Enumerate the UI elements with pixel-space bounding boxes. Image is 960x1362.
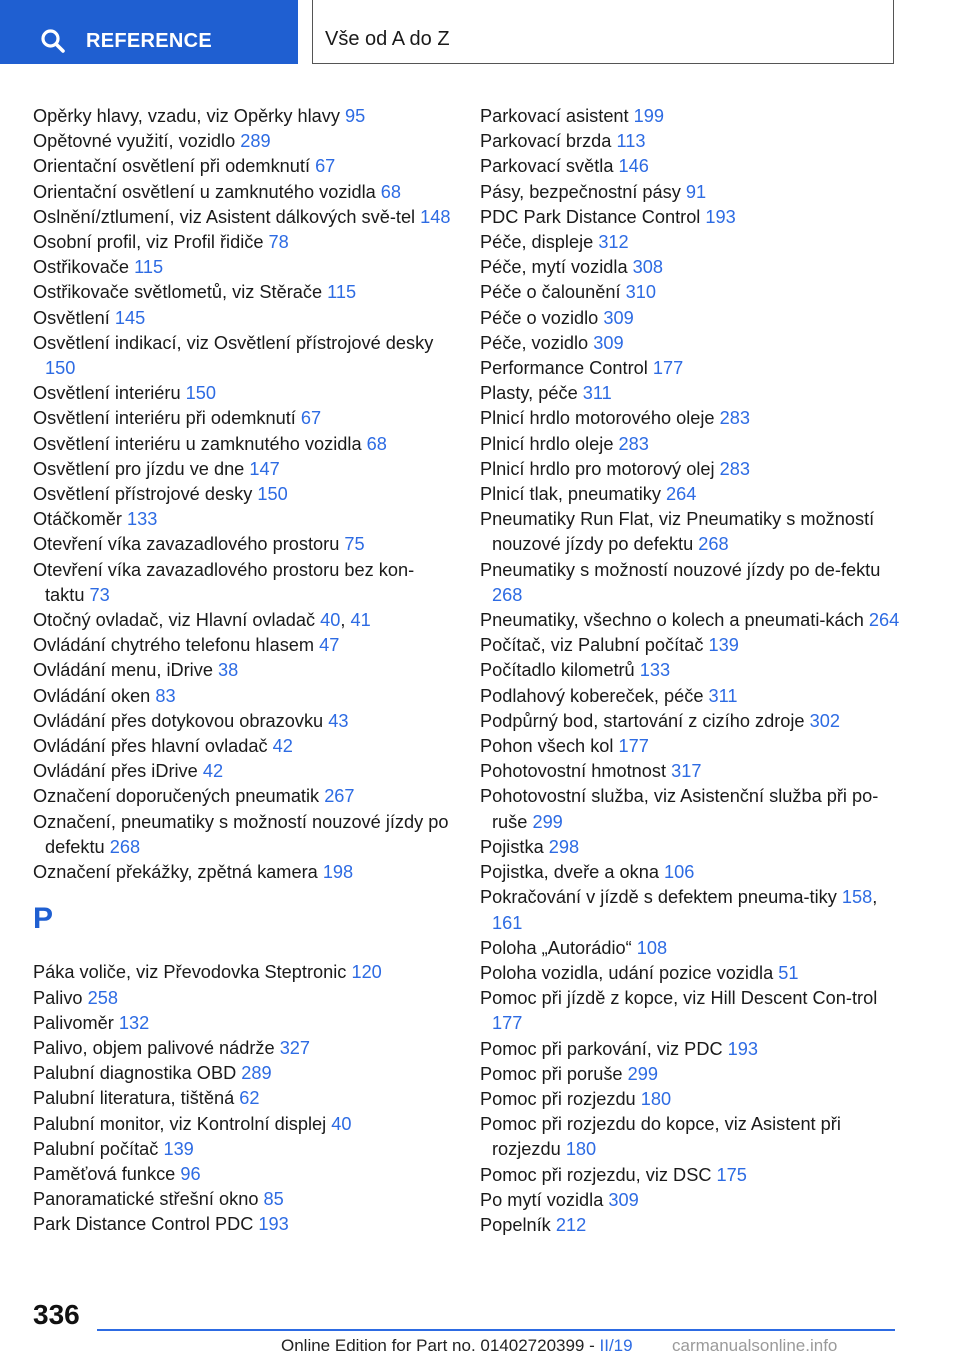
page-link[interactable]: 132 bbox=[118, 1012, 150, 1033]
page-link[interactable]: 302 bbox=[809, 710, 840, 731]
entry-term: Označení doporučených pneumatik bbox=[33, 786, 320, 807]
index-entry: Otočný ovladač, viz Hlavní ovladač 40, 41 bbox=[33, 610, 371, 631]
page-link[interactable]: 42 bbox=[202, 761, 224, 782]
page-link[interactable]: 268 bbox=[109, 836, 141, 857]
index-entry bbox=[480, 986, 910, 1036]
page-link[interactable]: 133 bbox=[127, 509, 158, 530]
index-entry bbox=[480, 1062, 910, 1087]
index-entry bbox=[33, 104, 453, 129]
section-title: Vše od A do Z bbox=[325, 28, 450, 50]
page-link[interactable]: 68 bbox=[366, 433, 387, 454]
index-entry bbox=[33, 507, 453, 532]
entry-term: Páka voliče, viz Převodovka Steptronic bbox=[33, 962, 347, 983]
index-entry bbox=[33, 1086, 453, 1111]
page-link[interactable]: 150 bbox=[45, 358, 76, 379]
page-link[interactable]: 308 bbox=[632, 257, 663, 278]
entry-term: Podlahový kobereček, péče bbox=[480, 685, 704, 706]
page-link[interactable]: 73 bbox=[89, 584, 110, 605]
page-link[interactable]: 147 bbox=[249, 458, 280, 479]
entry-term: Po mytí vozidla bbox=[480, 1189, 604, 1210]
page-link[interactable]: 264 bbox=[666, 484, 697, 505]
reference-label: REFERENCE bbox=[86, 30, 213, 52]
index-entry bbox=[480, 356, 910, 381]
index-entry bbox=[480, 129, 910, 154]
entry-term: Počítadlo kilometrů bbox=[480, 660, 635, 681]
index-entry bbox=[480, 558, 910, 608]
entry-term: Palivoměr bbox=[33, 1012, 114, 1033]
entry-term: Parkovací světla bbox=[480, 156, 614, 177]
page-link[interactable]: 139 bbox=[163, 1138, 194, 1159]
entry-term: Péče, vozidlo bbox=[480, 332, 589, 353]
page-link[interactable]: 317 bbox=[671, 761, 702, 782]
index-entry bbox=[33, 1137, 453, 1162]
entry-term: Panoramatické střešní okno bbox=[33, 1189, 259, 1210]
page-link[interactable]: 95 bbox=[345, 106, 366, 126]
entry-term: Palivo, objem palivové nádrže bbox=[33, 1037, 275, 1058]
page-link[interactable]: 299 bbox=[627, 1063, 658, 1084]
index-entry bbox=[480, 1213, 910, 1238]
entry-term: Orientační osvětlení u zamknutého vozidla bbox=[33, 181, 376, 202]
section-title-box bbox=[312, 0, 894, 64]
page-link[interactable]: 310 bbox=[625, 282, 656, 303]
entry-term: Pásy, bezpečnostní pásy bbox=[480, 181, 681, 202]
entry-term: Park Distance Control PDC bbox=[33, 1214, 254, 1235]
page-link[interactable]: 40 bbox=[331, 1113, 352, 1134]
entry-term: Pomoc při poruše bbox=[480, 1063, 623, 1084]
index-entry bbox=[33, 860, 453, 885]
page-link[interactable]: 75 bbox=[344, 534, 365, 555]
entry-term: Opětovné využití, vozidlo bbox=[33, 131, 236, 152]
page-link[interactable]: 85 bbox=[263, 1189, 284, 1210]
index-entry bbox=[33, 205, 453, 230]
page-link[interactable]: 47 bbox=[319, 635, 340, 656]
index-entry bbox=[480, 1188, 910, 1213]
page-link[interactable]: 78 bbox=[268, 232, 289, 253]
page-link[interactable]: 67 bbox=[300, 408, 322, 429]
index-entry bbox=[480, 381, 910, 406]
page-link[interactable]: 150 bbox=[257, 484, 288, 505]
page-link[interactable]: 161 bbox=[492, 912, 523, 933]
index-entry bbox=[33, 129, 453, 154]
index-entry bbox=[33, 1162, 453, 1187]
index-entry: Pokračování v jízdě s defektem pneuma-tiky 158, 161 bbox=[480, 887, 878, 933]
index-entry bbox=[480, 734, 910, 759]
index-entry bbox=[480, 507, 910, 557]
index-entry bbox=[480, 280, 910, 305]
index-entry bbox=[33, 633, 453, 658]
index-entry bbox=[480, 331, 910, 356]
page-link[interactable]: 258 bbox=[87, 987, 118, 1008]
page-link[interactable]: 40 bbox=[320, 610, 341, 631]
entry-term: Popelník bbox=[480, 1214, 551, 1235]
entry-term: Pomoc při parkování, viz PDC bbox=[480, 1038, 723, 1059]
reference-tab[interactable] bbox=[0, 0, 298, 64]
entry-term: Osvětlení indikací, viz Osvětlení přístrojové desky bbox=[33, 332, 434, 353]
page-link[interactable]: 311 bbox=[708, 685, 738, 706]
page-link[interactable]: 106 bbox=[664, 862, 695, 883]
index-entry bbox=[480, 306, 910, 331]
page-link[interactable]: 267 bbox=[324, 786, 355, 807]
page-link[interactable]: 199 bbox=[633, 106, 665, 126]
index-entry bbox=[33, 180, 453, 205]
entry-term: Pneumatiky s možností nouzové jízdy po de-fektu bbox=[480, 559, 881, 580]
page-link[interactable]: 289 bbox=[241, 1063, 272, 1084]
index-entry bbox=[480, 230, 910, 255]
entry-term: Ostřikovače bbox=[33, 257, 130, 278]
index-entry bbox=[33, 154, 453, 179]
index-entry bbox=[33, 1212, 453, 1237]
entry-term: Osvětlení interiéru u zamknutého vozidla bbox=[33, 433, 362, 454]
entry-term: Pojistka bbox=[480, 836, 544, 857]
index-entry bbox=[480, 684, 910, 709]
entry-term: Opěrky hlavy, vzadu, viz Opěrky hlavy bbox=[33, 106, 340, 126]
entry-term: Péče o vozidlo bbox=[480, 307, 599, 328]
index-entry bbox=[33, 986, 453, 1011]
index-entry bbox=[33, 658, 453, 683]
entry-term: Otočný ovladač, viz Hlavní ovladač bbox=[33, 610, 316, 631]
index-entry bbox=[33, 432, 453, 457]
index-entry bbox=[480, 936, 910, 961]
index-entry bbox=[480, 154, 910, 179]
entry-term: Parkovací brzda bbox=[480, 131, 612, 152]
entry-term: Osvětlení přístrojové desky bbox=[33, 484, 253, 505]
page-link[interactable]: 283 bbox=[719, 458, 750, 479]
entry-term: Podpůrný bod, startování z cizího zdroje bbox=[480, 710, 805, 731]
index-entry bbox=[33, 1187, 453, 1212]
page-link[interactable]: 67 bbox=[315, 156, 336, 177]
entry-term: Ovládání přes iDrive bbox=[33, 761, 198, 782]
page-link[interactable]: 150 bbox=[185, 383, 217, 404]
page-link[interactable]: 193 bbox=[705, 206, 736, 227]
entry-term: Pneumatiky, všechno o kolech a pneumati-kách bbox=[480, 610, 864, 631]
entry-term: Počítač, viz Palubní počítač bbox=[480, 635, 704, 656]
index-entry bbox=[33, 532, 453, 557]
entry-term: Pokračování v jízdě s defektem pneuma-tiky bbox=[480, 887, 837, 908]
search-icon bbox=[40, 28, 66, 54]
entry-term: Pomoc při rozjezdu do kopce, viz Asistent při rozjezdu bbox=[480, 1114, 841, 1160]
entry-term: Pohotovostní hmotnost bbox=[480, 761, 667, 782]
index-entry bbox=[33, 457, 453, 482]
index-entry bbox=[33, 255, 453, 280]
entry-term: Ovládání oken bbox=[33, 685, 151, 706]
entry-term: Poloha „Autorádio“ bbox=[480, 937, 632, 958]
index-entry bbox=[33, 759, 453, 784]
entry-term: Pomoc při jízdě z kopce, viz Hill Descent Con-trol bbox=[480, 988, 878, 1009]
section-letter: P bbox=[33, 902, 54, 936]
page-link[interactable]: 177 bbox=[652, 358, 684, 379]
page-link[interactable]: 283 bbox=[719, 408, 750, 429]
watermark: carmanualsonline.info bbox=[672, 1336, 838, 1355]
index-entry bbox=[480, 1087, 910, 1112]
index-entry bbox=[480, 1037, 910, 1062]
page-link[interactable]: 115 bbox=[134, 257, 164, 278]
entry-term: Ovládání přes hlavní ovladač bbox=[33, 736, 268, 757]
entry-term: Otevření víka zavazadlového prostoru bbox=[33, 534, 340, 555]
page-link[interactable]: 180 bbox=[640, 1088, 672, 1109]
page-link[interactable]: 175 bbox=[716, 1164, 747, 1185]
entry-term: Pomoc při rozjezdu bbox=[480, 1088, 636, 1109]
page-link[interactable]: 96 bbox=[180, 1163, 201, 1184]
index-entry bbox=[480, 759, 910, 784]
page-link[interactable]: 146 bbox=[618, 156, 649, 177]
page-header bbox=[0, 0, 960, 66]
entry-term: Ovládání chytrého telefonu hlasem bbox=[33, 635, 315, 656]
index-entry bbox=[33, 1061, 453, 1086]
index-entry bbox=[33, 709, 453, 734]
entry-term: Ovládání menu, iDrive bbox=[33, 660, 213, 681]
index-entry bbox=[33, 1011, 453, 1036]
entry-term: Plnicí hrdlo oleje bbox=[480, 433, 614, 454]
page-link[interactable]: 38 bbox=[218, 660, 239, 681]
page-link[interactable]: 180 bbox=[565, 1139, 597, 1160]
entry-term: Označení překážky, zpětná kamera bbox=[33, 862, 318, 883]
index-entry bbox=[480, 658, 910, 683]
index-entry bbox=[480, 457, 910, 482]
index-entry bbox=[480, 205, 910, 230]
index-entry bbox=[33, 684, 453, 709]
index-column-right bbox=[480, 104, 910, 1238]
page-link[interactable]: 309 bbox=[593, 332, 624, 353]
index-entry bbox=[480, 432, 910, 457]
entry-term: Plnicí hrdlo motorového oleje bbox=[480, 408, 715, 429]
index-entry bbox=[480, 1163, 910, 1188]
index-entry bbox=[480, 961, 910, 986]
page-link[interactable]: 51 bbox=[778, 962, 799, 983]
index-entry bbox=[480, 482, 910, 507]
entry-term: Palubní počítač bbox=[33, 1138, 159, 1159]
entry-term: Plasty, péče bbox=[480, 383, 578, 404]
index-entry bbox=[480, 255, 910, 280]
index-entry bbox=[33, 306, 453, 331]
page-link[interactable]: 158 bbox=[841, 887, 873, 908]
entry-term: Označení, pneumatiky s možností nouzové jízdy po defektu bbox=[33, 811, 449, 857]
entry-term: Ostřikovače světlometů, viz Stěrače bbox=[33, 282, 323, 303]
index-entry bbox=[480, 835, 910, 860]
entry-term: Péče, displeje bbox=[480, 232, 594, 253]
entry-term: Ovládání přes dotykovou obrazovku bbox=[33, 710, 324, 731]
index-entry bbox=[480, 608, 910, 633]
index-entry bbox=[33, 230, 453, 255]
page-link[interactable]: 268 bbox=[698, 534, 729, 555]
page-link[interactable]: 177 bbox=[618, 736, 649, 757]
index-entry bbox=[480, 633, 910, 658]
page-link[interactable]: 120 bbox=[351, 962, 382, 983]
index-entry bbox=[33, 406, 453, 431]
page-link[interactable]: 327 bbox=[279, 1037, 311, 1058]
index-entry bbox=[480, 860, 910, 885]
page-link[interactable]: 309 bbox=[603, 307, 634, 328]
index-entry bbox=[480, 406, 910, 431]
index-entry bbox=[33, 482, 453, 507]
entry-term: Osvětlení pro jízdu ve dne bbox=[33, 458, 245, 479]
page-link[interactable]: 311 bbox=[582, 383, 612, 404]
entry-term: Palubní literatura, tištěná bbox=[33, 1088, 235, 1109]
page-link[interactable]: 91 bbox=[685, 181, 707, 202]
entry-term: Pohon všech kol bbox=[480, 736, 614, 757]
page-link[interactable]: 108 bbox=[636, 937, 668, 958]
entry-term: Otáčkoměr bbox=[33, 509, 122, 530]
page-link[interactable]: 193 bbox=[258, 1214, 289, 1235]
entry-term: Pneumatiky Run Flat, viz Pneumatiky s možností nouzové jízdy po defektu bbox=[480, 509, 875, 555]
entry-term: Palivo bbox=[33, 987, 83, 1008]
edition-note bbox=[281, 1336, 633, 1356]
page-link[interactable]: 148 bbox=[420, 206, 451, 227]
page-link[interactable]: 139 bbox=[708, 635, 739, 656]
entry-term: Plnicí hrdlo pro motorový olej bbox=[480, 458, 715, 479]
page-number: 336 bbox=[33, 1299, 80, 1330]
index-entry bbox=[480, 1112, 910, 1162]
entry-term: Osobní profil, viz Profil řidiče bbox=[33, 232, 264, 253]
entry-term: Palubní monitor, viz Kontrolní displej bbox=[33, 1113, 327, 1134]
index-entry bbox=[33, 1036, 453, 1061]
page-link[interactable]: 299 bbox=[532, 811, 563, 832]
entry-term: Osvětlení interiéru při odemknutí bbox=[33, 408, 296, 429]
page-link[interactable]: 113 bbox=[616, 131, 646, 152]
page-link[interactable]: 309 bbox=[608, 1189, 639, 1210]
index-entry bbox=[33, 558, 453, 608]
index-entry bbox=[480, 104, 910, 129]
entry-term: Oslnění/ztlumení, viz Asistent dálkových svě-tel bbox=[33, 206, 416, 227]
page-link[interactable]: 43 bbox=[328, 710, 349, 731]
page-link[interactable]: 268 bbox=[492, 584, 523, 605]
page-link[interactable]: 41 bbox=[350, 610, 371, 631]
entry-term: Pomoc při rozjezdu, viz DSC bbox=[480, 1164, 712, 1185]
entry-term: Performance Control bbox=[480, 358, 648, 379]
page-link[interactable]: 283 bbox=[618, 433, 649, 454]
page-link[interactable]: 62 bbox=[239, 1088, 260, 1109]
edition-suffix: II/19 bbox=[599, 1336, 633, 1355]
page-link[interactable]: 193 bbox=[727, 1038, 759, 1059]
index-entry bbox=[480, 784, 910, 834]
index-entry bbox=[33, 810, 453, 860]
entry-term: Osvětlení bbox=[33, 307, 110, 328]
index-entry bbox=[480, 709, 910, 734]
entry-term: Pojistka, dveře a okna bbox=[480, 862, 659, 883]
entry-term: PDC Park Distance Control bbox=[480, 206, 701, 227]
entry-term: Paměťová funkce bbox=[33, 1163, 176, 1184]
page-link[interactable]: 68 bbox=[380, 181, 402, 202]
entry-term: Péče, mytí vozidla bbox=[480, 257, 628, 278]
entry-term: Osvětlení interiéru bbox=[33, 383, 181, 404]
index-entry bbox=[33, 1112, 453, 1137]
page-link[interactable]: 289 bbox=[240, 131, 271, 152]
index-entry bbox=[33, 784, 453, 809]
page-link[interactable]: 115 bbox=[327, 282, 357, 303]
entry-term: Poloha vozidla, udání pozice vozidla bbox=[480, 962, 774, 983]
page-link[interactable]: 42 bbox=[272, 736, 293, 757]
index-entry bbox=[33, 960, 453, 985]
page-link[interactable]: 177 bbox=[492, 1013, 523, 1034]
entry-term: Orientační osvětlení při odemknutí bbox=[33, 156, 310, 177]
index-entry bbox=[33, 280, 453, 305]
page-link[interactable]: 198 bbox=[322, 862, 354, 883]
index-entry bbox=[33, 734, 453, 759]
entry-term: Péče o čalounění bbox=[480, 282, 621, 303]
page-link[interactable]: 133 bbox=[639, 660, 671, 681]
entry-term: Parkovací asistent bbox=[480, 106, 629, 126]
index-entry bbox=[33, 331, 453, 381]
entry-term: Plnicí tlak, pneumatiky bbox=[480, 484, 661, 505]
page-link[interactable]: 212 bbox=[555, 1214, 587, 1235]
footer-divider bbox=[97, 1329, 895, 1331]
entry-term: Pohotovostní služba, viz Asistenční služba při po-ruše bbox=[480, 786, 879, 832]
page-link[interactable]: 145 bbox=[114, 307, 146, 328]
page-link[interactable]: 83 bbox=[155, 685, 176, 706]
page-link[interactable]: 264 bbox=[868, 610, 900, 631]
index-entry bbox=[480, 180, 910, 205]
page-link[interactable]: 312 bbox=[598, 232, 629, 253]
index-entry bbox=[33, 381, 453, 406]
page-link[interactable]: 298 bbox=[548, 836, 580, 857]
index-column-left bbox=[33, 104, 453, 1238]
entry-term: Otevření víka zavazadlového prostoru bez kon-taktu bbox=[33, 559, 415, 605]
entry-term: Palubní diagnostika OBD bbox=[33, 1063, 237, 1084]
edition-prefix: Online Edition for Part no. 01402720399 - bbox=[281, 1336, 600, 1355]
